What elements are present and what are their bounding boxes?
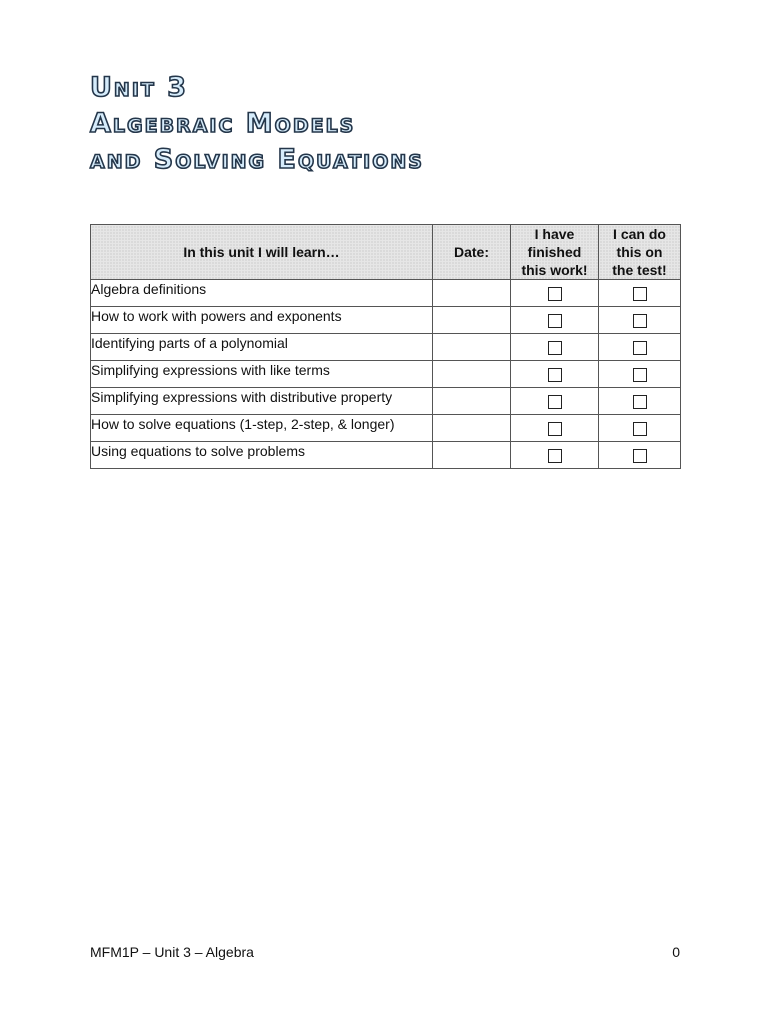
finished-checkbox[interactable] [548,314,562,328]
date-cell[interactable] [433,442,511,469]
date-cell[interactable] [433,334,511,361]
table-row [91,361,681,388]
date-cell[interactable] [433,361,511,388]
test-checkbox[interactable] [633,449,647,463]
topic-cell: Simplifying expressions with like terms [91,361,433,388]
unit-title [90,70,424,178]
table-row [91,415,681,442]
finished-checkbox[interactable] [548,341,562,355]
table-row [91,307,681,334]
footer-course-label: MFM1P – Unit 3 – Algebra [90,944,254,960]
date-cell[interactable] [433,388,511,415]
test-checkbox[interactable] [633,341,647,355]
header-test-line-3: the test! [612,262,667,278]
finished-checkbox[interactable] [548,287,562,301]
test-cell [599,334,681,361]
header-finished [511,225,599,280]
table-header-row [91,225,681,280]
finished-checkbox[interactable] [548,422,562,436]
topic-cell: Simplifying expressions with distributive property [91,388,433,415]
finished-cell [511,334,599,361]
table-row [91,334,681,361]
finished-cell [511,442,599,469]
test-checkbox[interactable] [633,395,647,409]
topic-cell: Algebra definitions [91,280,433,307]
topic-cell: Using equations to solve problems [91,442,433,469]
header-test-line-1: I can do [613,226,666,242]
finished-checkbox[interactable] [548,395,562,409]
test-cell [599,280,681,307]
test-checkbox[interactable] [633,422,647,436]
table-row [91,280,681,307]
learning-checklist-table [90,224,681,469]
header-finished-line-1: I have [534,226,575,242]
topic-cell: How to solve equations (1-step, 2-step, & longer) [91,415,433,442]
test-cell [599,442,681,469]
test-checkbox[interactable] [633,314,647,328]
header-finished-line-3: this work! [521,262,588,278]
test-checkbox[interactable] [633,287,647,301]
header-topic: In this unit I will learn… [91,225,433,280]
unit-title-line-2: Algebraic Models [90,108,356,139]
unit-title-line-3: and Solving Equations [90,144,424,175]
header-date: Date: [433,225,511,280]
page-number: 0 [672,944,680,960]
date-cell[interactable] [433,280,511,307]
finished-cell [511,280,599,307]
table-row [91,442,681,469]
finished-cell [511,388,599,415]
finished-checkbox[interactable] [548,449,562,463]
header-test-line-2: this on [616,244,663,260]
date-cell[interactable] [433,415,511,442]
test-cell [599,307,681,334]
finished-cell [511,307,599,334]
date-cell[interactable] [433,307,511,334]
header-test [599,225,681,280]
test-checkbox[interactable] [633,368,647,382]
test-cell [599,388,681,415]
topic-cell: How to work with powers and exponents [91,307,433,334]
unit-title-line-1: Unit 3 [90,72,189,103]
test-cell [599,361,681,388]
finished-cell [511,361,599,388]
finished-checkbox[interactable] [548,368,562,382]
topic-cell: Identifying parts of a polynomial [91,334,433,361]
test-cell [599,415,681,442]
finished-cell [511,415,599,442]
header-finished-line-2: finished [527,244,582,260]
table-row [91,388,681,415]
